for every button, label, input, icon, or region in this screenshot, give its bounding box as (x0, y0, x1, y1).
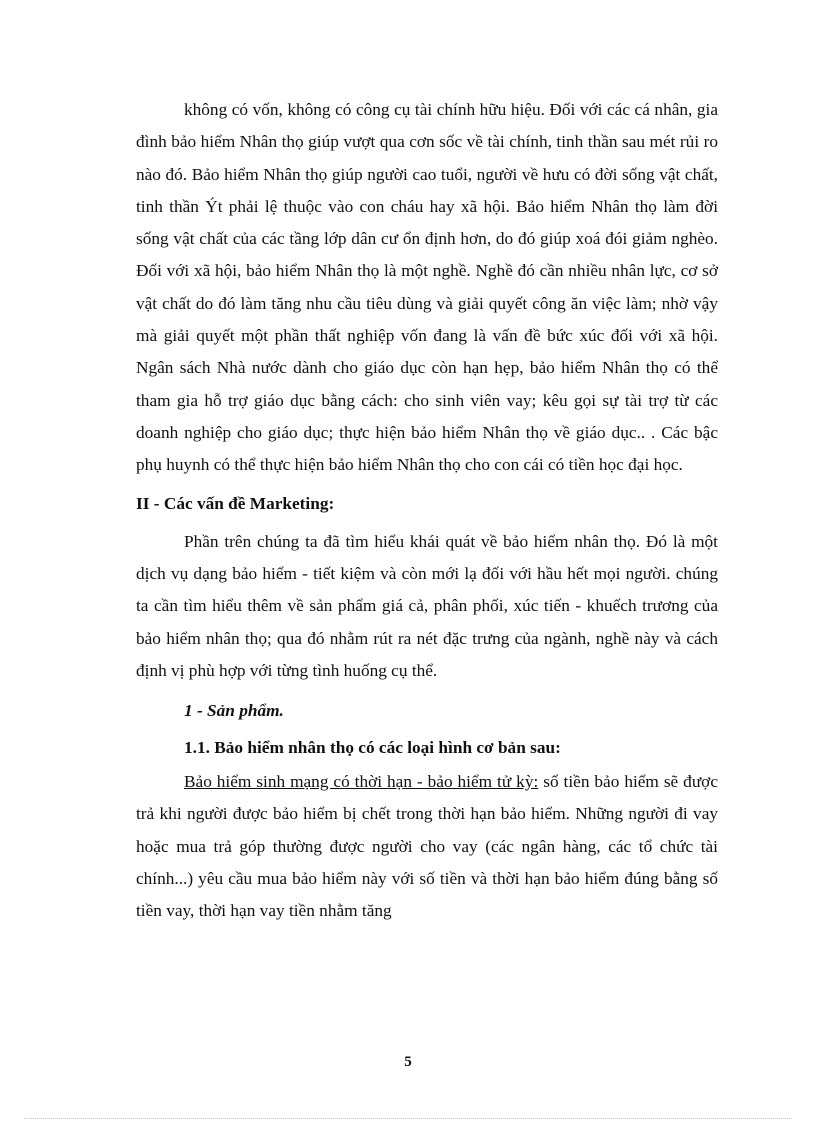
footer-divider (24, 1118, 792, 1119)
paragraph-3-text: số tiền bảo hiểm sẽ được trả khi người được bảo hiểm bị chết trong thời hạn bảo hiểm. Những người đi vay hoặc mua trả góp thường được người cho vay (các ngân hàng, các tổ chức tài chính...) yêu cầu mua bảo hiểm này với số tiền và thời hạn bảo hiểm đúng bằng số tiền vay, thời hạn vay tiền nhằm tăng (136, 771, 718, 921)
subsection-heading: 1 - Sản phẩm. (184, 701, 284, 721)
paragraph-3 (136, 766, 718, 927)
document-page (136, 94, 718, 927)
term-underlined: Bảo hiểm sinh mạng có thời hạn - bảo hiểm tử kỳ: (184, 771, 539, 791)
paragraph-2: Phần trên chúng ta đã tìm hiểu khái quát về bảo hiểm nhân thọ. Đó là một dịch vụ dạng bảo hiểm - tiết kiệm và còn mới lạ đối với hầu hết mọi người. chúng ta cần tìm hiểu thêm về sản phẩm giá cả, phân phối, xúc tiến - khuếch trương của bảo hiểm nhân thọ; qua đó nhằm rút ra nét đặc trưng của ngành, nghề này và cách định vị phù hợp với từng tình huống cụ thể. (136, 531, 718, 681)
section-heading: II - Các vấn đề Marketing: (136, 493, 335, 513)
page-number: 5 (404, 1054, 412, 1070)
item-heading: 1.1. Bảo hiểm nhân thọ có các loại hình cơ bản sau: (184, 737, 561, 757)
paragraph-1: không có vốn, không có công cụ tài chính hữu hiệu. Đối với các cá nhân, gia đình bảo hiểm Nhân thọ giúp vượt qua cơn sốc về tài chính, tinh thần sau mét rủi ro nào đó. Bảo hiểm Nhân thọ giúp người cao tuổi, người về hưu có đời sống vật chất, tinh thần Ýt phải lệ thuộc vào con cháu hay xã hội. Bảo hiểm Nhân thọ làm đời sống vật chất của các tầng lớp dân cư ổn định hơn, do đó giúp xoá đói giảm nghèo. Đối với xã hội, bảo hiểm Nhân thọ là một nghề. Nghề đó cần nhiều nhân lực, cơ sở vật chất do đó làm tăng nhu cầu tiêu dùng và giải quyết công ăn việc làm; nhờ vậy mà giải quyết một phần thất nghiệp vốn đang là vấn đề bức xúc đối với xã hội. Ngân sách Nhà nước dành cho giáo dục còn hạn hẹp, bảo hiểm Nhân thọ có thể tham gia hỗ trợ giáo dục bằng cách: cho sinh viên vay; kêu gọi sự tài trợ từ các doanh nghiệp cho giáo dục; thực hiện bảo hiểm Nhân thọ về giáo dục.. . Các bậc phụ huynh có thể thực hiện bảo hiểm Nhân thọ cho con cái có tiền học đại học. (136, 100, 718, 475)
